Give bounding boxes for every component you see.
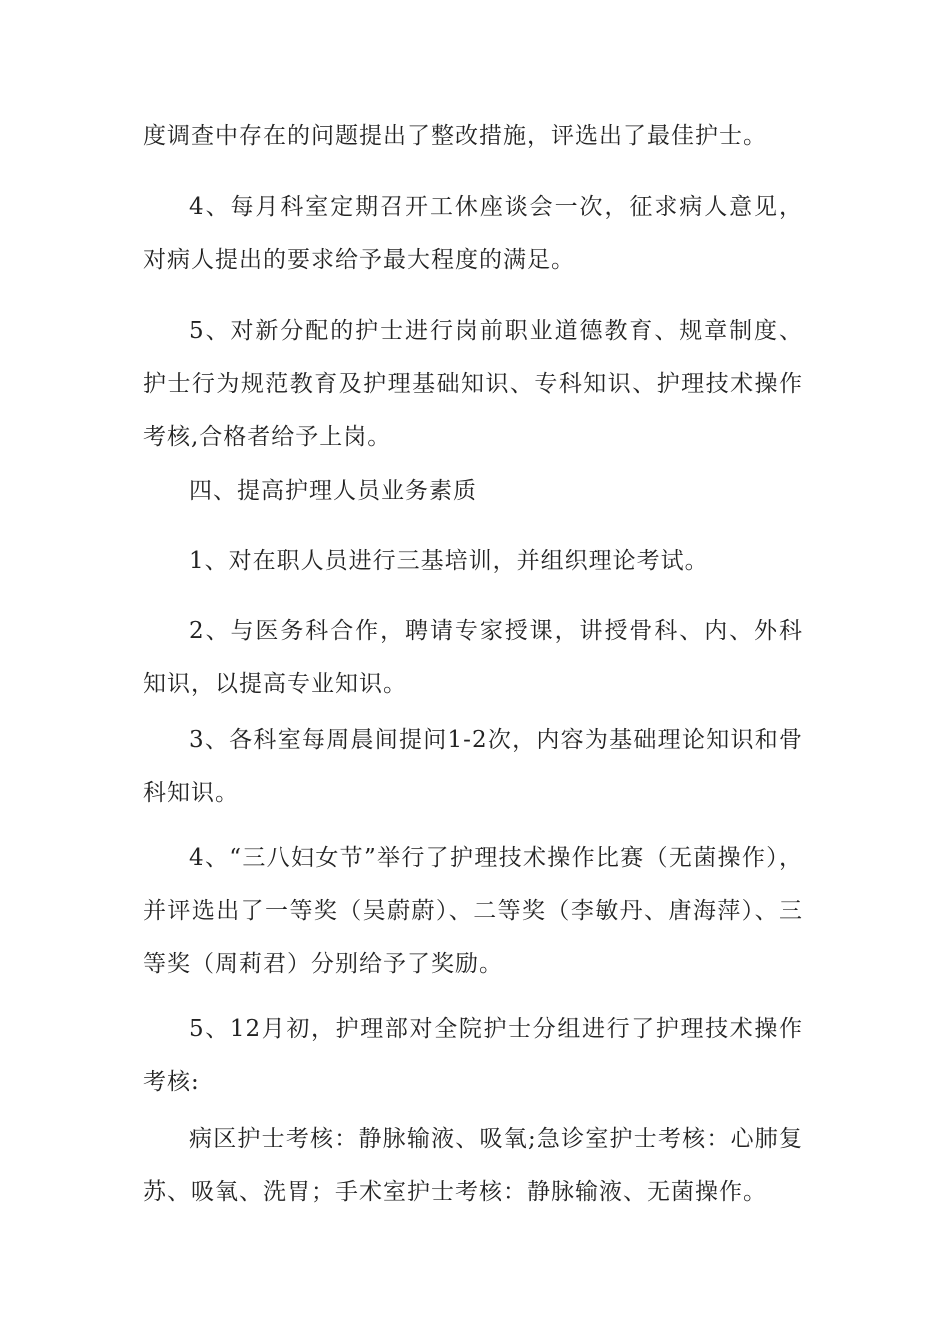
paragraph-training-2: 2、与医务科合作，聘请专家授课，讲授骨科、内、外科知识，以提高专业知识。	[143, 618, 803, 697]
paragraph-exam-details: 病区护士考核：静脉输液、吸氧;急诊室护士考核：心肺复苏、吸氧、洗胃；手术室护士考核：静脉输液、无菌操作。	[143, 1126, 803, 1205]
paragraph-training-4: 4、“三八妇女节”举行了护理技术操作比赛（无菌操作），并评选出了一等奖（吴蔚蔚）、二等奖（李敏丹、唐海萍）、三等奖（周莉君）分别给予了奖励。	[143, 845, 803, 977]
paragraph-item-5: 5、对新分配的护士进行岗前职业道德教育、规章制度、护士行为规范教育及护理基础知识、专科知识、护理技术操作考核,合格者给予上岗。	[143, 318, 803, 450]
section-heading-4: 四、提高护理人员业务素质	[189, 478, 477, 504]
paragraph-training-5: 5、12月初，护理部对全院护士分组进行了护理技术操作考核:	[143, 1016, 803, 1095]
paragraph-item-4: 4、每月科室定期召开工休座谈会一次，征求病人意见，对病人提出的要求给予最大程度的满足。	[143, 194, 803, 273]
paragraph-training-1: 1、对在职人员进行三基培训，并组织理论考试。	[189, 548, 709, 574]
paragraph-training-3: 3、各科室每周晨间提问1-2次，内容为基础理论知识和骨科知识。	[143, 727, 803, 806]
paragraph-continuation: 度调查中存在的问题提出了整改措施，评选出了最佳护士。	[143, 123, 767, 149]
